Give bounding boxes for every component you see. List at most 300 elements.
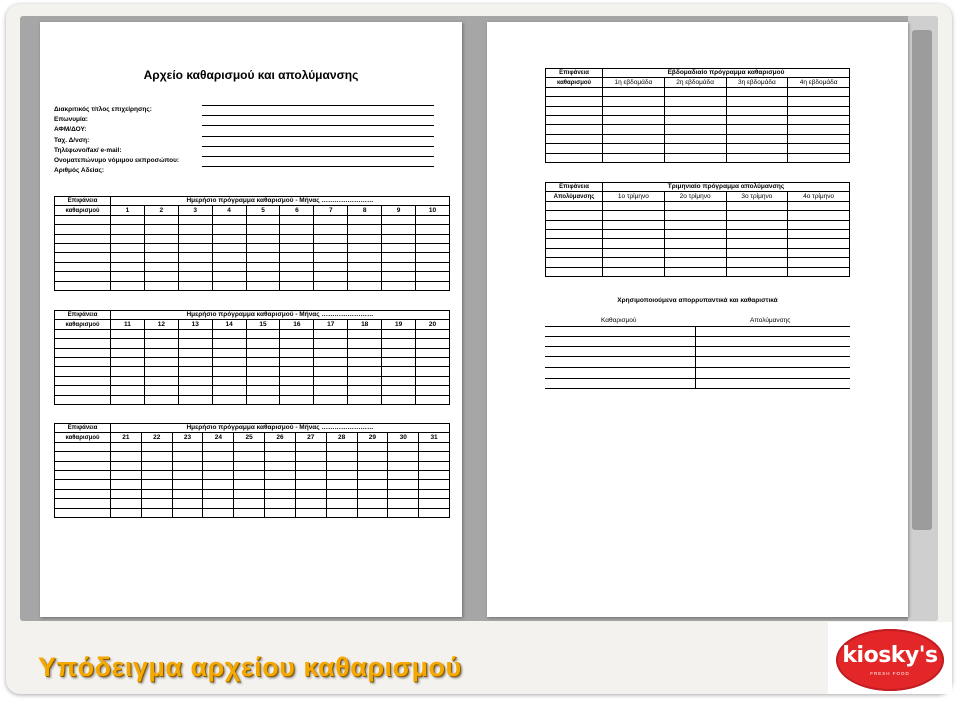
empty-cell — [141, 508, 172, 517]
field-row — [54, 105, 420, 115]
empty-cell — [111, 461, 142, 470]
day-header: 20 — [416, 320, 450, 329]
empty-cell — [726, 144, 788, 153]
empty-cell — [788, 239, 850, 248]
empty-cell — [416, 281, 450, 290]
empty-cell — [348, 367, 382, 376]
table-row — [55, 243, 450, 252]
empty-cell — [314, 329, 348, 338]
empty-cell — [348, 253, 382, 262]
empty-cell — [603, 134, 665, 143]
empty-cell — [314, 234, 348, 243]
empty-cell — [55, 348, 111, 357]
empty-cell — [178, 234, 212, 243]
field-label: Ταχ. Δ/νση: — [54, 136, 90, 144]
table-row — [55, 367, 450, 376]
empty-cell — [111, 348, 145, 357]
empty-cell — [178, 253, 212, 262]
empty-cell — [788, 153, 850, 162]
empty-cell — [280, 253, 314, 262]
empty-cell — [111, 272, 145, 281]
table-row — [55, 499, 450, 508]
empty-cell — [111, 376, 145, 385]
empty-cell — [357, 499, 388, 508]
empty-cell — [246, 262, 280, 271]
empty-cell — [111, 470, 142, 479]
empty-cell — [141, 470, 172, 479]
schedule-header: Ημερήσιο πρόγραμμα καθαρισμού - Μήνας …………………… — [111, 197, 450, 206]
field-line — [202, 136, 434, 137]
empty-cell — [265, 470, 296, 479]
empty-cell — [111, 225, 145, 234]
empty-cell — [348, 357, 382, 366]
empty-cell — [212, 272, 246, 281]
empty-cell — [546, 106, 603, 115]
empty-cell — [348, 281, 382, 290]
empty-cell — [546, 258, 603, 267]
schedule-header: Τριμηνιαίο πρόγραμμα απολύμανσης — [603, 183, 850, 192]
day-header: 21 — [111, 433, 142, 442]
table-row — [55, 452, 450, 461]
empty-cell — [348, 243, 382, 252]
chemicals-row-line — [545, 388, 850, 389]
empty-cell — [314, 367, 348, 376]
empty-cell — [388, 480, 419, 489]
empty-cell — [111, 395, 145, 404]
logo-subtext: FRESH FOOD — [870, 671, 910, 676]
empty-cell — [246, 357, 280, 366]
empty-cell — [382, 225, 416, 234]
empty-cell — [178, 395, 212, 404]
empty-cell — [172, 470, 203, 479]
empty-cell — [382, 253, 416, 262]
day-header: 15 — [246, 320, 280, 329]
day-header: 24 — [203, 433, 234, 442]
empty-cell — [55, 357, 111, 366]
table-row — [55, 329, 450, 338]
period-header: 4ο τρίμηνο — [788, 192, 850, 201]
empty-cell — [788, 220, 850, 229]
empty-cell — [178, 281, 212, 290]
empty-cell — [178, 348, 212, 357]
field-label: Τηλέφωνο/fax/ e-mail: — [54, 146, 122, 154]
empty-cell — [265, 489, 296, 498]
empty-cell — [55, 386, 111, 395]
empty-cell — [111, 329, 145, 338]
empty-cell — [388, 461, 419, 470]
empty-cell — [546, 267, 603, 276]
empty-cell — [111, 452, 142, 461]
surface-header: καθαρισμού — [546, 78, 603, 87]
empty-cell — [382, 215, 416, 224]
empty-cell — [212, 262, 246, 271]
empty-cell — [382, 234, 416, 243]
empty-cell — [141, 452, 172, 461]
table-row — [55, 461, 450, 470]
empty-cell — [203, 461, 234, 470]
empty-cell — [419, 489, 450, 498]
empty-cell — [212, 376, 246, 385]
empty-cell — [419, 452, 450, 461]
schedule-header: Εβδομαδιαίο πρόγραμμα καθαρισμού — [603, 69, 850, 78]
empty-cell — [295, 452, 326, 461]
day-header: 5 — [246, 206, 280, 215]
day-header: 13 — [178, 320, 212, 329]
empty-cell — [280, 376, 314, 385]
empty-cell — [416, 225, 450, 234]
empty-cell — [144, 395, 178, 404]
empty-cell — [111, 234, 145, 243]
empty-cell — [664, 144, 726, 153]
table-row — [546, 211, 850, 220]
empty-cell — [111, 508, 142, 517]
empty-cell — [664, 134, 726, 143]
day-header: 16 — [280, 320, 314, 329]
empty-cell — [382, 272, 416, 281]
empty-cell — [55, 395, 111, 404]
empty-cell — [314, 395, 348, 404]
empty-cell — [178, 262, 212, 271]
empty-cell — [603, 125, 665, 134]
empty-cell — [664, 220, 726, 229]
empty-cell — [326, 452, 357, 461]
day-header: 2 — [144, 206, 178, 215]
empty-cell — [265, 508, 296, 517]
field-row — [54, 166, 420, 176]
table-row — [546, 201, 850, 210]
empty-cell — [546, 229, 603, 238]
field-row — [54, 156, 420, 166]
empty-cell — [234, 461, 265, 470]
empty-cell — [357, 461, 388, 470]
empty-cell — [111, 386, 145, 395]
surface-header: Επιφάνεια — [55, 424, 111, 433]
empty-cell — [603, 106, 665, 115]
business-info-fields — [54, 105, 420, 176]
field-row — [54, 136, 420, 146]
empty-cell — [546, 201, 603, 210]
empty-cell — [416, 339, 450, 348]
empty-cell — [144, 234, 178, 243]
chemicals-title: Χρησιμοποιούμενα απορρυπαντικά και καθαριστικά — [617, 297, 778, 304]
empty-cell — [416, 272, 450, 281]
empty-cell — [111, 339, 145, 348]
table-row — [55, 215, 450, 224]
empty-cell — [55, 329, 111, 338]
empty-cell — [280, 367, 314, 376]
empty-cell — [280, 262, 314, 271]
table-row — [55, 262, 450, 271]
empty-cell — [348, 339, 382, 348]
scrollbar-thumb[interactable] — [912, 30, 932, 530]
empty-cell — [357, 489, 388, 498]
empty-cell — [172, 442, 203, 451]
empty-cell — [55, 470, 111, 479]
empty-cell — [546, 97, 603, 106]
document-page-right — [487, 22, 908, 617]
empty-cell — [788, 211, 850, 220]
empty-cell — [178, 243, 212, 252]
empty-cell — [726, 267, 788, 276]
empty-cell — [664, 97, 726, 106]
daily-table-3 — [54, 423, 450, 518]
empty-cell — [726, 201, 788, 210]
empty-cell — [265, 452, 296, 461]
empty-cell — [111, 215, 145, 224]
empty-cell — [314, 262, 348, 271]
table-row — [546, 144, 850, 153]
empty-cell — [726, 97, 788, 106]
empty-cell — [788, 267, 850, 276]
empty-cell — [546, 115, 603, 124]
empty-cell — [55, 489, 111, 498]
day-header: 28 — [326, 433, 357, 442]
empty-cell — [382, 281, 416, 290]
empty-cell — [178, 339, 212, 348]
chemicals-row-line — [545, 336, 850, 337]
empty-cell — [295, 489, 326, 498]
empty-cell — [416, 234, 450, 243]
empty-cell — [55, 376, 111, 385]
day-header: 29 — [357, 433, 388, 442]
empty-cell — [265, 480, 296, 489]
empty-cell — [203, 480, 234, 489]
table-row — [546, 125, 850, 134]
empty-cell — [788, 258, 850, 267]
empty-cell — [111, 262, 145, 271]
table-row — [55, 508, 450, 517]
empty-cell — [314, 253, 348, 262]
empty-cell — [212, 234, 246, 243]
field-label: Διακριτικός τίτλος επιχείρησης: — [54, 106, 152, 113]
empty-cell — [546, 87, 603, 96]
day-header: 8 — [348, 206, 382, 215]
day-header: 1 — [111, 206, 145, 215]
empty-cell — [603, 239, 665, 248]
empty-cell — [212, 339, 246, 348]
empty-cell — [388, 452, 419, 461]
empty-cell — [788, 97, 850, 106]
empty-cell — [388, 508, 419, 517]
slide-caption: Υπόδειγμα αρχείου καθαρισμού — [38, 652, 462, 682]
empty-cell — [144, 386, 178, 395]
empty-cell — [295, 470, 326, 479]
day-header: 7 — [314, 206, 348, 215]
empty-cell — [212, 243, 246, 252]
empty-cell — [234, 480, 265, 489]
empty-cell — [416, 262, 450, 271]
day-header: 26 — [265, 433, 296, 442]
empty-cell — [280, 348, 314, 357]
empty-cell — [382, 395, 416, 404]
empty-cell — [788, 144, 850, 153]
chemicals-header — [545, 317, 850, 327]
empty-cell — [664, 153, 726, 162]
daily-table-1 — [54, 196, 450, 291]
empty-cell — [55, 367, 111, 376]
empty-cell — [111, 243, 145, 252]
empty-cell — [246, 234, 280, 243]
empty-cell — [664, 115, 726, 124]
empty-cell — [603, 220, 665, 229]
empty-cell — [178, 329, 212, 338]
empty-cell — [55, 508, 111, 517]
empty-cell — [382, 376, 416, 385]
empty-cell — [416, 348, 450, 357]
empty-cell — [203, 452, 234, 461]
empty-cell — [416, 376, 450, 385]
empty-cell — [603, 201, 665, 210]
empty-cell — [178, 386, 212, 395]
empty-cell — [314, 281, 348, 290]
empty-cell — [388, 489, 419, 498]
empty-cell — [111, 489, 142, 498]
empty-cell — [144, 329, 178, 338]
empty-cell — [144, 215, 178, 224]
table-row — [55, 395, 450, 404]
empty-cell — [246, 367, 280, 376]
empty-cell — [388, 499, 419, 508]
daily-table-2 — [54, 310, 450, 405]
surface-header: Επιφάνεια — [55, 311, 111, 320]
empty-cell — [172, 480, 203, 489]
empty-cell — [265, 442, 296, 451]
field-line — [202, 146, 434, 147]
surface-header: Απολύμανσης — [546, 192, 603, 201]
empty-cell — [419, 499, 450, 508]
empty-cell — [314, 386, 348, 395]
empty-cell — [203, 470, 234, 479]
table-row — [55, 348, 450, 357]
empty-cell — [726, 211, 788, 220]
empty-cell — [178, 376, 212, 385]
chemicals-row-line — [545, 356, 850, 357]
field-label: Ονοματεπώνυμο νόμιμου εκπροσώπου: — [54, 156, 180, 164]
empty-cell — [178, 357, 212, 366]
weekly-cleaning-table — [545, 68, 850, 163]
empty-cell — [388, 470, 419, 479]
day-header: 11 — [111, 320, 145, 329]
empty-cell — [314, 339, 348, 348]
empty-cell — [416, 386, 450, 395]
empty-cell — [357, 480, 388, 489]
empty-cell — [726, 258, 788, 267]
table-row — [546, 220, 850, 229]
empty-cell — [234, 489, 265, 498]
field-label: Επωνυμία: — [54, 116, 88, 124]
empty-cell — [416, 243, 450, 252]
empty-cell — [314, 243, 348, 252]
empty-cell — [326, 508, 357, 517]
period-header: 3ο τρίμηνο — [726, 192, 788, 201]
empty-cell — [111, 357, 145, 366]
table-row — [546, 115, 850, 124]
empty-cell — [546, 211, 603, 220]
empty-cell — [382, 357, 416, 366]
empty-cell — [172, 461, 203, 470]
empty-cell — [144, 262, 178, 271]
empty-cell — [144, 243, 178, 252]
empty-cell — [788, 134, 850, 143]
empty-cell — [348, 272, 382, 281]
kioskys-logo — [828, 622, 952, 694]
empty-cell — [280, 329, 314, 338]
empty-cell — [382, 339, 416, 348]
empty-cell — [603, 115, 665, 124]
empty-cell — [234, 508, 265, 517]
empty-cell — [419, 508, 450, 517]
empty-cell — [246, 376, 280, 385]
empty-cell — [212, 386, 246, 395]
empty-cell — [178, 272, 212, 281]
table-row — [55, 470, 450, 479]
table-row — [546, 106, 850, 115]
empty-cell — [295, 480, 326, 489]
empty-cell — [388, 442, 419, 451]
empty-cell — [172, 499, 203, 508]
empty-cell — [314, 225, 348, 234]
empty-cell — [726, 134, 788, 143]
empty-cell — [357, 442, 388, 451]
empty-cell — [141, 480, 172, 489]
empty-cell — [55, 215, 111, 224]
table-row — [55, 442, 450, 451]
empty-cell — [603, 87, 665, 96]
empty-cell — [144, 272, 178, 281]
empty-cell — [246, 348, 280, 357]
empty-cell — [212, 348, 246, 357]
table-row — [546, 229, 850, 238]
empty-cell — [348, 262, 382, 271]
empty-cell — [55, 272, 111, 281]
empty-cell — [603, 144, 665, 153]
empty-cell — [664, 201, 726, 210]
empty-cell — [326, 489, 357, 498]
empty-cell — [419, 470, 450, 479]
empty-cell — [419, 442, 450, 451]
day-header: 9 — [382, 206, 416, 215]
empty-cell — [178, 225, 212, 234]
table-row — [55, 376, 450, 385]
empty-cell — [295, 461, 326, 470]
empty-cell — [212, 253, 246, 262]
quarterly-disinfection-table — [545, 182, 850, 277]
empty-cell — [212, 281, 246, 290]
table-row — [55, 253, 450, 262]
chemicals-col-disinfection: Απολύμανσης — [750, 317, 791, 324]
empty-cell — [546, 220, 603, 229]
empty-cell — [382, 243, 416, 252]
day-header: 31 — [419, 433, 450, 442]
day-header: 17 — [314, 320, 348, 329]
empty-cell — [111, 367, 145, 376]
table-row — [55, 489, 450, 498]
empty-cell — [212, 215, 246, 224]
table-row — [55, 281, 450, 290]
table-row — [55, 234, 450, 243]
table-row — [546, 239, 850, 248]
empty-cell — [280, 272, 314, 281]
empty-cell — [144, 339, 178, 348]
field-row — [54, 115, 420, 125]
field-label: Αριθμός Αδείας: — [54, 167, 104, 175]
table-row — [546, 248, 850, 257]
logo-text: kiosky's — [842, 643, 938, 668]
day-header: 6 — [280, 206, 314, 215]
chemicals-row-line — [545, 378, 850, 379]
empty-cell — [382, 367, 416, 376]
table-row — [55, 339, 450, 348]
